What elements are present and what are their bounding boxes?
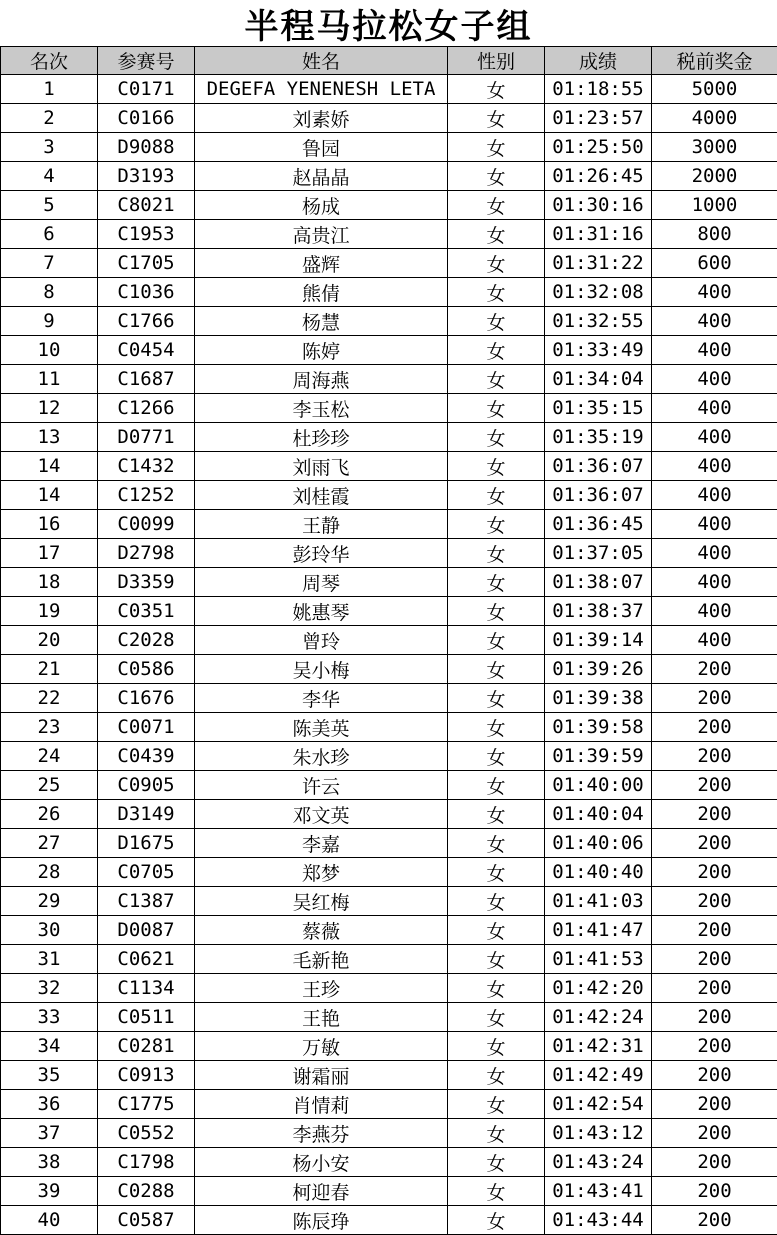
page-title: 半程马拉松女子组 (0, 0, 777, 46)
gender-cell: 女 (448, 568, 545, 597)
prize-cell: 200 (652, 1061, 777, 1090)
bib-number-cell: C0166 (98, 104, 195, 133)
name-cell: 李嘉 (195, 829, 448, 858)
name-cell: 李燕芬 (195, 1119, 448, 1148)
table-row (1, 1061, 777, 1090)
bib-number-cell: C0705 (98, 858, 195, 887)
gender-cell: 女 (448, 278, 545, 307)
result-time-cell: 01:41:47 (545, 916, 652, 945)
result-time-cell: 01:43:24 (545, 1148, 652, 1177)
gender-cell: 女 (448, 191, 545, 220)
prize-cell: 4000 (652, 104, 777, 133)
table-row (1, 1119, 777, 1148)
result-time-cell: 01:39:14 (545, 626, 652, 655)
name-cell: 刘素娇 (195, 104, 448, 133)
name-cell: 万敏 (195, 1032, 448, 1061)
name-cell: 刘雨飞 (195, 452, 448, 481)
bib-number-cell: C0552 (98, 1119, 195, 1148)
prize-cell: 200 (652, 771, 777, 800)
name-cell: 邓文英 (195, 800, 448, 829)
result-time-cell: 01:40:06 (545, 829, 652, 858)
gender-cell: 女 (448, 655, 545, 684)
name-cell: 肖情莉 (195, 1090, 448, 1119)
name-cell: 姚惠琴 (195, 597, 448, 626)
bib-number-cell: C0281 (98, 1032, 195, 1061)
result-time-cell: 01:33:49 (545, 336, 652, 365)
bib-number-cell: C0586 (98, 655, 195, 684)
gender-cell: 女 (448, 742, 545, 771)
result-time-cell: 01:36:07 (545, 452, 652, 481)
rank-cell: 26 (1, 800, 98, 829)
bib-number-cell: C0439 (98, 742, 195, 771)
prize-cell: 400 (652, 481, 777, 510)
header-result-time: 成绩 (545, 47, 652, 75)
bib-number-cell: C0099 (98, 510, 195, 539)
prize-cell: 400 (652, 626, 777, 655)
gender-cell: 女 (448, 684, 545, 713)
name-cell: 毛新艳 (195, 945, 448, 974)
gender-cell: 女 (448, 829, 545, 858)
result-time-cell: 01:42:24 (545, 1003, 652, 1032)
bib-number-cell: C1798 (98, 1148, 195, 1177)
rank-cell: 34 (1, 1032, 98, 1061)
result-time-cell: 01:23:57 (545, 104, 652, 133)
prize-cell: 200 (652, 1177, 777, 1206)
table-row (1, 916, 777, 945)
gender-cell: 女 (448, 1206, 545, 1235)
name-cell: 王珍 (195, 974, 448, 1003)
name-cell: 杨成 (195, 191, 448, 220)
rank-cell: 18 (1, 568, 98, 597)
result-time-cell: 01:32:55 (545, 307, 652, 336)
result-time-cell: 01:42:49 (545, 1061, 652, 1090)
result-time-cell: 01:42:54 (545, 1090, 652, 1119)
prize-cell: 200 (652, 974, 777, 1003)
prize-cell: 400 (652, 510, 777, 539)
gender-cell: 女 (448, 481, 545, 510)
rank-cell: 14 (1, 452, 98, 481)
bib-number-cell: C0913 (98, 1061, 195, 1090)
bib-number-cell: C0071 (98, 713, 195, 742)
table-header-row (1, 47, 777, 75)
rank-cell: 38 (1, 1148, 98, 1177)
gender-cell: 女 (448, 104, 545, 133)
name-cell: 王静 (195, 510, 448, 539)
result-time-cell: 01:31:22 (545, 249, 652, 278)
result-time-cell: 01:40:04 (545, 800, 652, 829)
prize-cell: 200 (652, 829, 777, 858)
prize-cell: 200 (652, 713, 777, 742)
header-gender: 性别 (448, 47, 545, 75)
prize-cell: 200 (652, 1032, 777, 1061)
gender-cell: 女 (448, 336, 545, 365)
prize-cell: 200 (652, 655, 777, 684)
result-time-cell: 01:42:31 (545, 1032, 652, 1061)
prize-cell: 2000 (652, 162, 777, 191)
rank-cell: 25 (1, 771, 98, 800)
gender-cell: 女 (448, 249, 545, 278)
gender-cell: 女 (448, 423, 545, 452)
rank-cell: 36 (1, 1090, 98, 1119)
gender-cell: 女 (448, 510, 545, 539)
table-row (1, 597, 777, 626)
gender-cell: 女 (448, 1003, 545, 1032)
bib-number-cell: C0587 (98, 1206, 195, 1235)
bib-number-cell: C1766 (98, 307, 195, 336)
bib-number-cell: C0905 (98, 771, 195, 800)
bib-number-cell: C1036 (98, 278, 195, 307)
name-cell: 周琴 (195, 568, 448, 597)
name-cell: 杨小安 (195, 1148, 448, 1177)
table-row (1, 1148, 777, 1177)
table-row (1, 626, 777, 655)
result-time-cell: 01:35:15 (545, 394, 652, 423)
bib-number-cell: C0511 (98, 1003, 195, 1032)
table-row (1, 365, 777, 394)
result-time-cell: 01:26:45 (545, 162, 652, 191)
rank-cell: 2 (1, 104, 98, 133)
result-time-cell: 01:43:44 (545, 1206, 652, 1235)
result-time-cell: 01:35:19 (545, 423, 652, 452)
name-cell: 杨慧 (195, 307, 448, 336)
prize-cell: 200 (652, 887, 777, 916)
name-cell: 刘桂霞 (195, 481, 448, 510)
rank-cell: 16 (1, 510, 98, 539)
gender-cell: 女 (448, 539, 545, 568)
rank-cell: 11 (1, 365, 98, 394)
prize-cell: 400 (652, 597, 777, 626)
table-row (1, 829, 777, 858)
table-row (1, 423, 777, 452)
name-cell: 曾玲 (195, 626, 448, 655)
prize-cell: 400 (652, 278, 777, 307)
bib-number-cell: C1687 (98, 365, 195, 394)
rank-cell: 21 (1, 655, 98, 684)
table-row (1, 742, 777, 771)
rank-cell: 29 (1, 887, 98, 916)
rank-cell: 30 (1, 916, 98, 945)
prize-cell: 200 (652, 1119, 777, 1148)
prize-cell: 400 (652, 539, 777, 568)
result-time-cell: 01:40:40 (545, 858, 652, 887)
result-time-cell: 01:38:07 (545, 568, 652, 597)
prize-cell: 200 (652, 1206, 777, 1235)
gender-cell: 女 (448, 1032, 545, 1061)
bib-number-cell: D0771 (98, 423, 195, 452)
table-row (1, 278, 777, 307)
rank-cell: 31 (1, 945, 98, 974)
rank-cell: 32 (1, 974, 98, 1003)
name-cell: 陈婷 (195, 336, 448, 365)
bib-number-cell: C1387 (98, 887, 195, 916)
bib-number-cell: D2798 (98, 539, 195, 568)
rank-cell: 24 (1, 742, 98, 771)
prize-cell: 200 (652, 1148, 777, 1177)
name-cell: 杜珍珍 (195, 423, 448, 452)
result-time-cell: 01:41:03 (545, 887, 652, 916)
table-row (1, 510, 777, 539)
name-cell: 陈辰琤 (195, 1206, 448, 1235)
table-row (1, 191, 777, 220)
prize-cell: 5000 (652, 75, 777, 104)
header-rank: 名次 (1, 47, 98, 75)
results-table (0, 46, 777, 1235)
result-time-cell: 01:39:38 (545, 684, 652, 713)
rank-cell: 13 (1, 423, 98, 452)
name-cell: 周海燕 (195, 365, 448, 394)
result-time-cell: 01:36:45 (545, 510, 652, 539)
rank-cell: 7 (1, 249, 98, 278)
result-time-cell: 01:25:50 (545, 133, 652, 162)
bib-number-cell: C1266 (98, 394, 195, 423)
name-cell: 柯迎春 (195, 1177, 448, 1206)
rank-cell: 9 (1, 307, 98, 336)
bib-number-cell: C0351 (98, 597, 195, 626)
table-row (1, 771, 777, 800)
result-time-cell: 01:38:37 (545, 597, 652, 626)
rank-cell: 33 (1, 1003, 98, 1032)
bib-number-cell: C1252 (98, 481, 195, 510)
result-time-cell: 01:41:53 (545, 945, 652, 974)
result-time-cell: 01:18:55 (545, 75, 652, 104)
header-bib-number: 参赛号 (98, 47, 195, 75)
rank-cell: 17 (1, 539, 98, 568)
rank-cell: 10 (1, 336, 98, 365)
prize-cell: 1000 (652, 191, 777, 220)
table-row (1, 887, 777, 916)
table-row (1, 162, 777, 191)
prize-cell: 200 (652, 858, 777, 887)
prize-cell: 400 (652, 307, 777, 336)
rank-cell: 12 (1, 394, 98, 423)
result-time-cell: 01:32:08 (545, 278, 652, 307)
table-row (1, 133, 777, 162)
table-row (1, 1206, 777, 1235)
rank-cell: 27 (1, 829, 98, 858)
prize-cell: 400 (652, 336, 777, 365)
gender-cell: 女 (448, 75, 545, 104)
result-time-cell: 01:34:04 (545, 365, 652, 394)
name-cell: 郑梦 (195, 858, 448, 887)
prize-cell: 600 (652, 249, 777, 278)
result-time-cell: 01:39:58 (545, 713, 652, 742)
name-cell: 彭玲华 (195, 539, 448, 568)
gender-cell: 女 (448, 916, 545, 945)
result-time-cell: 01:43:12 (545, 1119, 652, 1148)
name-cell: 谢霜丽 (195, 1061, 448, 1090)
name-cell: 朱水珍 (195, 742, 448, 771)
name-cell: 高贵江 (195, 220, 448, 249)
results-body (1, 75, 777, 1235)
header-prize: 税前奖金 (652, 47, 777, 75)
name-cell: 王艳 (195, 1003, 448, 1032)
bib-number-cell: C0621 (98, 945, 195, 974)
table-row (1, 655, 777, 684)
result-time-cell: 01:31:16 (545, 220, 652, 249)
prize-cell: 400 (652, 568, 777, 597)
gender-cell: 女 (448, 713, 545, 742)
name-cell: 鲁园 (195, 133, 448, 162)
table-row (1, 539, 777, 568)
result-time-cell: 01:36:07 (545, 481, 652, 510)
rank-cell: 19 (1, 597, 98, 626)
bib-number-cell: C1953 (98, 220, 195, 249)
gender-cell: 女 (448, 887, 545, 916)
gender-cell: 女 (448, 800, 545, 829)
bib-number-cell: D3149 (98, 800, 195, 829)
gender-cell: 女 (448, 1148, 545, 1177)
bib-number-cell: C1676 (98, 684, 195, 713)
bib-number-cell: D3359 (98, 568, 195, 597)
gender-cell: 女 (448, 1090, 545, 1119)
prize-cell: 200 (652, 945, 777, 974)
prize-cell: 800 (652, 220, 777, 249)
bib-number-cell: C0171 (98, 75, 195, 104)
table-row (1, 75, 777, 104)
result-time-cell: 01:40:00 (545, 771, 652, 800)
result-time-cell: 01:42:20 (545, 974, 652, 1003)
result-time-cell: 01:43:41 (545, 1177, 652, 1206)
gender-cell: 女 (448, 1177, 545, 1206)
gender-cell: 女 (448, 220, 545, 249)
gender-cell: 女 (448, 858, 545, 887)
gender-cell: 女 (448, 307, 545, 336)
table-row (1, 974, 777, 1003)
gender-cell: 女 (448, 365, 545, 394)
table-row (1, 481, 777, 510)
table-row (1, 1003, 777, 1032)
prize-cell: 400 (652, 423, 777, 452)
table-row (1, 307, 777, 336)
rank-cell: 8 (1, 278, 98, 307)
bib-number-cell: D0087 (98, 916, 195, 945)
gender-cell: 女 (448, 162, 545, 191)
table-row (1, 858, 777, 887)
gender-cell: 女 (448, 394, 545, 423)
rank-cell: 28 (1, 858, 98, 887)
name-cell: 蔡薇 (195, 916, 448, 945)
bib-number-cell: C1432 (98, 452, 195, 481)
bib-number-cell: D1675 (98, 829, 195, 858)
name-cell: 许云 (195, 771, 448, 800)
name-cell: 陈美英 (195, 713, 448, 742)
gender-cell: 女 (448, 771, 545, 800)
gender-cell: 女 (448, 945, 545, 974)
rank-cell: 20 (1, 626, 98, 655)
name-cell: 赵晶晶 (195, 162, 448, 191)
rank-cell: 4 (1, 162, 98, 191)
prize-cell: 3000 (652, 133, 777, 162)
rank-cell: 35 (1, 1061, 98, 1090)
prize-cell: 200 (652, 916, 777, 945)
table-row (1, 249, 777, 278)
table-row (1, 394, 777, 423)
gender-cell: 女 (448, 597, 545, 626)
table-row (1, 1177, 777, 1206)
rank-cell: 3 (1, 133, 98, 162)
prize-cell: 200 (652, 684, 777, 713)
bib-number-cell: C2028 (98, 626, 195, 655)
rank-cell: 37 (1, 1119, 98, 1148)
rank-cell: 23 (1, 713, 98, 742)
name-cell: DEGEFA YENENESH LETA (195, 75, 448, 104)
table-row (1, 713, 777, 742)
bib-number-cell: C1775 (98, 1090, 195, 1119)
bib-number-cell: D9088 (98, 133, 195, 162)
gender-cell: 女 (448, 974, 545, 1003)
name-cell: 盛辉 (195, 249, 448, 278)
bib-number-cell: C0288 (98, 1177, 195, 1206)
bib-number-cell: C8021 (98, 191, 195, 220)
table-row (1, 568, 777, 597)
name-cell: 李华 (195, 684, 448, 713)
name-cell: 熊倩 (195, 278, 448, 307)
prize-cell: 200 (652, 1003, 777, 1032)
gender-cell: 女 (448, 1119, 545, 1148)
table-row (1, 800, 777, 829)
gender-cell: 女 (448, 452, 545, 481)
prize-cell: 200 (652, 742, 777, 771)
gender-cell: 女 (448, 133, 545, 162)
rank-cell: 22 (1, 684, 98, 713)
table-row (1, 684, 777, 713)
table-row (1, 1090, 777, 1119)
rank-cell: 14 (1, 481, 98, 510)
bib-number-cell: C1134 (98, 974, 195, 1003)
result-time-cell: 01:39:26 (545, 655, 652, 684)
rank-cell: 1 (1, 75, 98, 104)
bib-number-cell: C0454 (98, 336, 195, 365)
name-cell: 李玉松 (195, 394, 448, 423)
table-row (1, 452, 777, 481)
table-row (1, 104, 777, 133)
gender-cell: 女 (448, 626, 545, 655)
bib-number-cell: D3193 (98, 162, 195, 191)
prize-cell: 400 (652, 365, 777, 394)
gender-cell: 女 (448, 1061, 545, 1090)
rank-cell: 39 (1, 1177, 98, 1206)
rank-cell: 6 (1, 220, 98, 249)
table-row (1, 220, 777, 249)
prize-cell: 200 (652, 1090, 777, 1119)
rank-cell: 5 (1, 191, 98, 220)
rank-cell: 40 (1, 1206, 98, 1235)
name-cell: 吴红梅 (195, 887, 448, 916)
table-row (1, 336, 777, 365)
result-time-cell: 01:30:16 (545, 191, 652, 220)
prize-cell: 200 (652, 800, 777, 829)
result-time-cell: 01:39:59 (545, 742, 652, 771)
table-row (1, 945, 777, 974)
bib-number-cell: C1705 (98, 249, 195, 278)
header-name: 姓名 (195, 47, 448, 75)
result-time-cell: 01:37:05 (545, 539, 652, 568)
table-row (1, 1032, 777, 1061)
name-cell: 吴小梅 (195, 655, 448, 684)
prize-cell: 400 (652, 452, 777, 481)
prize-cell: 400 (652, 394, 777, 423)
